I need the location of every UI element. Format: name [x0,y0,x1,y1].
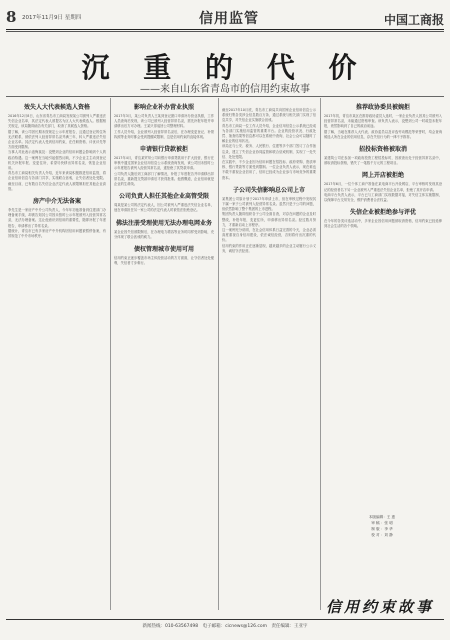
column-subheading: 佛法注册受理使用无法办理电网业务 [115,219,212,227]
column-paragraph: 李先生是一家房产中介公司负责人，今年年初他准备到住建部门办理备案手续，却被告知其公司因未按时公示年报被列入经营异常名录，无法办理备案。这让他意识到信用的重要性，随即补报了年度报告，申请移出了异常名录。 [8,208,106,228]
column-paragraph: 信用约束正逐步覆盖市场主体经营活动的方方面面，让守信者处处便利，失信者寸步难行。 [114,256,214,266]
column-subheading: 房产中介无法备案 [32,198,81,206]
column-subheading: 申请银行贷款被拒 [139,146,188,154]
issue-date: 2017年11月9日 星期四 [22,15,82,21]
column-paragraph: 截至2017年10月底，青岛市工商局共向国家企业信用信息公示系统归集各类涉企信息数百万条，通过系统与相关部门实现了信息共享，对失信企业实施联合惩戒。 [222,108,316,123]
column-paragraph: 据了解，该公司因长期未按规定公示年度报告，且通过登记的住所无法联系，被依法列入经营异常名录并满三年，转入严重违法失信企业名单。其法定代表人受到信用约束，在任职资格、评优评先等方面受到限制。 [8,129,106,150]
column-paragraph: 2017年初，青岛市某区在推荐政协委员人选时，一家企业负责人因其公司被列入经营异常名录，未能通过资格审查。该负责人表示，没想到公司一时疏忽未报年报，竟然影响到了自己的政治前途。 [324,114,442,129]
credit-line: 本版编辑：王 惠 [368,515,396,519]
article-column-3 [222,98,316,610]
subheadline: ——来自山东省青岛市的信用约束故事 [140,84,310,95]
column-paragraph: 某集团公司原计划于2017年申请上市，但在审核过程中发现其下属一家子公司被列入经营异常名录。虽然只是子公司的问题，但依然影响了整个集团的上市进程。 [222,196,316,212]
column-paragraph: 青岛市工商局一位工作人员介绍，企业信用信息公示系统已经成为各部门实施信用监管的重要平台。企业的经营状况、行政处罚、抽查结果等信息都可以在系统中查询，社会公众可以随时了解企业的信用状况。 [222,123,316,144]
headline: 沉 重 的 代 价 [81,51,369,84]
column-paragraph: 周某是某公司的法定代表人，因公司被列入严重违法失信企业名单，他在申请担任另一家公司的法定代表人时被依法拒绝登记。 [114,203,214,213]
column-paragraph: 该局还与公安、税务、人民银行、住建等多个部门签订了合作备忘录，建立了失信企业协同监管和联合惩戒机制，实现了一处失信、处处受限。 [222,144,316,159]
section-title: 信用监管 [199,11,259,27]
header-rule-thin [6,31,444,32]
column-paragraph: 工作人员介绍，企业被列入经营异常名录后，在办理变更登记、补领执照等业务时都会受到提醒或限制，这是信用约束的直接体现。 [114,129,214,139]
column-paragraph: 2017年4月，青岛某贸易公司向银行申请贷款用于扩大经营，银行在审核中通过国家企业信用信息公示系统查询发现，该公司因未按时公示年度报告被列入经营异常名录，遂拒绝了其贷款申请。 [114,156,214,171]
headline-rule [6,96,444,97]
column-divider [218,98,219,610]
column-subheading: 招投标资格被取消 [358,146,407,154]
column-paragraph: 当事人对此表示追悔莫及：没想到企业的信用问题会影响到个人的政治待遇。这一案例在当地引起强烈反响，不少企业主主动到登记机关补报年报、变更住所，希望尽快移出异常名录，恢复企业信用。 [8,150,106,171]
column-paragraph: 青岛市工商局相关负责人介绍，近年来该局积极推进信用监管，将企业信用信息与各部门共享，实施联合惩戒，让失信者处处受限。截至目前，已有数百名失信企业法定代表人被限制担任其他企业高管。 [8,171,106,191]
article-column-2 [114,98,214,610]
credit-line: 校 对 ：刘 静 [371,533,393,537]
column-paragraph: 电商平台负责人表示，平台已与工商部门实现数据对接，对失信主体实施限制，以保障平台交易安全，维护消费者合法权益。 [324,192,442,203]
editor-credits [322,514,442,538]
column-subheading: 公司负责人担任其他企业高管受限 [118,193,209,201]
credit-line: 审 稿 ：张 明 [371,521,393,525]
column-paragraph: 某建筑公司在参加一项政府投资工程招投标时，因被查出处于经营异常名录中，被取消投标资格，错失了一笔数千万元的工程项目。 [324,156,442,166]
column-paragraph: 某企业因失信被限制后，在办理电力增容等业务时同样受到影响，充分体现了联合惩戒的威力。 [114,229,214,239]
column-paragraph: 集团负责人随即组织各子公司全面自查，对存在问题的企业及时整改，补报年报，变更住所，申请移出异常名录。经过数月努力，才重新启动上市程序。 [222,212,316,227]
column-paragraph: 公司负责人随后到工商部门了解情况，补报了年度报告并申请移出异常名录，重新提交贷款申请后才获得批准。他感慨道，企业信用就是企业的生命线。 [114,171,214,187]
header-rule [6,29,444,30]
column-subheading: 网上开店被拒绝 [361,172,404,180]
article-column-1 [8,98,106,610]
column-paragraph: 2017年6月，一位个体工商户准备在某电商平台开设网店，平台审核时发现其登记的经营者名下另一企业被列入严重违法失信企业名单，拒绝了其开店申请。 [324,182,442,192]
article-column-4 [324,98,442,510]
footer-rule [6,619,444,620]
newspaper-logo: 中国工商报 [383,13,444,27]
column-paragraph: 在实践中，不少企业因为信用问题在招投标、政府采购、资质审核、银行贷款等方面受到限制。一位企业负责人表示，现在谁也不敢不重视企业信用了，信用已经成为企业参与市场竞争的重要资本。 [222,160,316,180]
column-heading: 效失人大代表候选人资格 [23,104,90,111]
credit-line: 制 版 ：李 华 [371,527,393,531]
column-subheading: 子公司失信影响总公司上市 [232,186,305,194]
column-stamp-title: 信用约束故事 [326,598,435,616]
column-paragraph: 这一案例充分说明，在社会信用体系日益完善的今天，企业必须高度重视自身信用建设，依法诚信经营，否则将付出沉重的代价。 [222,228,316,243]
column-paragraph: 信用约束的作用正在逐渐显现，越来越多的企业主动履行公示义务，诚信守法经营。 [222,243,316,253]
column-subheading: 失信企业被拒绝参与评优 [349,209,416,217]
column-paragraph: 据了解，当地在推荐人大代表、政协委员以及评选劳动模范等荣誉时，均会查询候选人所在企业的信用信息，存在失信行为的一律不予推荐。 [324,129,442,139]
column-heading: 影响企业补办营业执照 [133,104,194,111]
column-paragraph: 在今年的各类评选活动中，多家企业因信用问题被取消资格，信用约束已经延伸到社会生活的各个领域。 [324,219,442,229]
column-paragraph: 2016年12月8日，山东省青岛市工商局发现某公司被列入严重违法失信企业名单，其法定代表人被提名为区人大代表候选人。根据相关规定，该局随即函告有关部门，取消了其候选人资格。 [8,114,106,129]
page-number: 8 [6,8,17,26]
column-divider [110,98,111,610]
page-footer: 新闻热线：010-63567498 电子邮箱：cicnews@126.com 责任编辑：王亚宇 [142,624,308,629]
column-paragraph: 2017年3月，某公司负责人王某到登记窗口申请补办营业执照，工作人员查询后发现，该公司已被列入经营异常名录，需先补报年报并申请移出后方可办理。王某只得返回公司整理材料。 [114,114,214,129]
column-subheading: 债权管理城市使用可用 [133,246,194,254]
column-paragraph: 据统计，青岛市已有多家房产中介机构因信用问题被暂停备案，有效规范了中介市场秩序。 [8,228,106,239]
column-divider [320,98,321,610]
column-heading: 推荐政协委员被婉拒 [355,104,410,111]
page-header [6,8,444,28]
